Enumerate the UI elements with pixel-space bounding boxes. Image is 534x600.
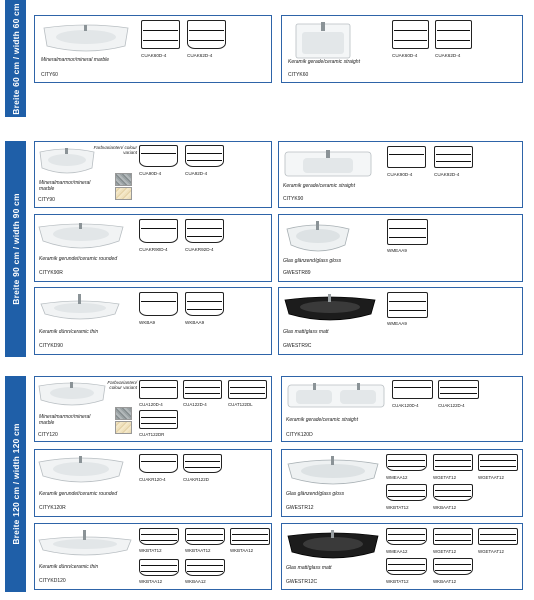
cabinet-code: WGETAAT12 [478, 549, 504, 554]
cabinet-code: CUA120D-4 [139, 402, 163, 407]
vanity-cabinet [230, 528, 270, 545]
cabinet-code: CUAK122D-4 [438, 403, 465, 408]
material-label: Keramik gerade/ceramic straight [286, 417, 358, 423]
band-label: Breite 120 cm / width 120 cm [10, 423, 21, 545]
vanity-cabinet [392, 20, 429, 49]
vanity-cabinet [386, 484, 427, 501]
model-code: CITYKD120 [39, 578, 66, 584]
cabinet-code: WMEAA12 [386, 475, 408, 480]
cabinet-code: WKBA9 [139, 320, 156, 325]
sink-image [37, 528, 133, 562]
vanity-cabinet [434, 146, 473, 168]
vanity-cabinet [187, 20, 226, 49]
vanity-cabinet [139, 145, 178, 167]
cabinet-code: CUAT122DL [228, 402, 253, 407]
sink-image [37, 221, 125, 255]
cabinet-code: WMEAA9 [387, 248, 407, 253]
vanity-cabinet [185, 528, 225, 545]
vanity-cabinet [185, 559, 225, 576]
sink-image [283, 148, 373, 180]
vanity-cabinet [139, 292, 178, 316]
product-card-city60 [34, 15, 272, 83]
product-card-cityk120r [34, 449, 272, 517]
model-code: CITY90 [38, 197, 55, 203]
cabinet-code: CUAK92D-4 [434, 172, 460, 177]
model-code: CITYK90R [39, 270, 63, 276]
model-code: CITYK90 [283, 196, 304, 202]
material-label: Keramik dünn/ceramic thin [39, 329, 99, 335]
band-label: Breite 60 cm / width 60 cm [10, 2, 21, 115]
vanity-cabinet [478, 454, 518, 471]
material-label: Keramik gerundet/ceramic rounded [39, 256, 118, 262]
cabinet-code: WMEAA9 [387, 321, 407, 326]
vanity-cabinet [386, 558, 427, 575]
vanity-cabinet [478, 528, 518, 545]
material-label: Glas matt/glass matt [283, 329, 329, 335]
vanity-cabinet [387, 219, 428, 245]
color-swatch-grey [115, 407, 132, 420]
sink-image [286, 454, 380, 490]
cabinet-code: WKBTAA12 [230, 548, 254, 553]
vanity-cabinet [392, 380, 433, 399]
material-label: Glas matt/glass matt [286, 565, 332, 571]
cabinet-code: CUA122D-4 [183, 402, 207, 407]
product-card-gwestr9c [278, 287, 523, 355]
vanity-cabinet [139, 559, 179, 576]
cabinet-code: WGETAT12 [433, 475, 457, 480]
color-swatch-cream [115, 187, 132, 200]
material-label: Mineralmarmor/mineral marble [39, 414, 91, 426]
vanity-cabinet [433, 484, 473, 501]
model-code: CITY60 [41, 72, 58, 78]
vanity-cabinet [185, 292, 224, 316]
material-label: Keramik gerundet/ceramic rounded [39, 491, 118, 497]
vanity-cabinet [386, 528, 427, 545]
cabinet-code: WKBTAT12 [386, 579, 409, 584]
vanity-cabinet [387, 292, 428, 318]
product-card-cityk90 [278, 141, 523, 208]
cabinet-code: WKBTAA12 [139, 579, 163, 584]
material-label: Glas glänzend/glass gloss [286, 491, 345, 497]
cabinet-code: CUAT122DR [139, 432, 165, 437]
cabinet-code: WKBAAT12 [433, 505, 457, 510]
cabinet-code: WGETAT12 [433, 549, 457, 554]
vanity-cabinet [183, 380, 222, 399]
cabinet-code: WMEAA12 [386, 549, 408, 554]
band-width-60 [5, 0, 26, 117]
vanity-cabinet [139, 528, 179, 545]
sink-image [285, 219, 351, 257]
band-width-120 [5, 376, 26, 592]
cabinet-code: WKBAAT12 [433, 579, 457, 584]
vanity-cabinet [435, 20, 472, 49]
vanity-cabinet [386, 454, 427, 471]
band-label: Breite 90 cm / width 90 cm [10, 193, 21, 305]
vanity-cabinet [228, 380, 267, 399]
vanity-cabinet [139, 380, 178, 399]
cabinet-code: WKBTAAT12 [185, 548, 211, 553]
vanity-cabinet [139, 410, 178, 429]
model-code: CITYK120R [39, 505, 66, 511]
cabinet-code: CUAK62D-4 [187, 53, 213, 58]
cabinet-code: WKBAA9 [185, 320, 205, 325]
vanity-cabinet [433, 454, 473, 471]
model-code: CITYK120D [286, 432, 313, 438]
product-card-city120 [34, 376, 272, 442]
sink-image [294, 20, 352, 62]
vanity-cabinet [139, 454, 178, 473]
cabinet-code: CUAK60D-4 [141, 53, 167, 58]
cabinet-code: WGETAAT12 [478, 475, 504, 480]
sink-image [286, 381, 386, 411]
sink-image [37, 454, 125, 488]
product-card-cityk120d [281, 376, 523, 442]
vanity-cabinet [433, 528, 473, 545]
product-card-cityk60 [281, 15, 523, 83]
cabinet-code: CUAK120D-4 [392, 403, 419, 408]
model-code: CITYK60 [288, 72, 309, 78]
material-label: Mineralmarmor/mineral marble [39, 180, 91, 192]
cabinet-code: CUAKR120-4 [139, 477, 166, 482]
product-card-cityk90r [34, 214, 272, 282]
product-card-gwestr12 [281, 449, 523, 517]
cabinet-code: WKBTAT12 [386, 505, 409, 510]
material-label: Keramik gerade/ceramic straight [288, 59, 360, 65]
sink-image [41, 22, 131, 56]
product-card-city90 [34, 141, 272, 208]
product-card-citykd120 [34, 523, 272, 590]
product-card-gwestr89 [278, 214, 523, 282]
vanity-cabinet [433, 558, 473, 575]
cabinet-code: WKBAA12 [185, 579, 206, 584]
material-label: Keramik gerade/ceramic straight [283, 183, 355, 189]
vanity-cabinet [185, 219, 224, 243]
cabinet-code: CUA90D-4 [139, 171, 162, 176]
vanity-cabinet [438, 380, 479, 399]
vanity-cabinet [387, 146, 426, 168]
cabinet-code: CUAK60D-4 [392, 53, 418, 58]
model-code: GWESTR89 [283, 270, 311, 276]
cabinet-code: CUAK90D-4 [387, 172, 413, 177]
sink-image [286, 528, 380, 564]
model-code: GWESTR12 [286, 505, 314, 511]
vanity-cabinet [183, 454, 222, 473]
cabinet-code: WKBTAT12 [139, 548, 162, 553]
band-width-90 [5, 141, 26, 357]
vanity-cabinet [185, 145, 224, 167]
product-card-citykd90 [34, 287, 272, 355]
product-card-gwestr12c [281, 523, 523, 590]
color-swatch-grey [115, 173, 132, 186]
model-code: CITY120 [38, 432, 58, 438]
cabinet-code: CUAKR122D [183, 477, 209, 482]
model-code: GWESTR12C [286, 579, 318, 585]
sink-image [283, 292, 377, 328]
sink-image [39, 292, 121, 328]
sink-image [38, 146, 96, 178]
variant-label: Farbvarianten/ colour variant [107, 380, 137, 391]
model-code: CITYKD90 [39, 343, 63, 349]
model-code: GWESTR9C [283, 343, 312, 349]
material-label: Keramik dünn/ceramic thin [39, 564, 99, 570]
material-label: Mineralmarmor/mineral marble [41, 57, 110, 63]
cabinet-code: CUAKR90D-4 [139, 247, 168, 252]
cabinet-code: CUA92D-4 [185, 171, 208, 176]
vanity-cabinet [139, 219, 178, 243]
color-swatch-cream [115, 421, 132, 434]
vanity-cabinet [141, 20, 180, 49]
material-label: Glas glänzend/glass gloss [283, 258, 342, 264]
cabinet-code: CUAKR92D-4 [185, 247, 214, 252]
variant-label: Farbvarianten/ colour variant [93, 145, 137, 156]
cabinet-code: CUAK62D-4 [435, 53, 461, 58]
